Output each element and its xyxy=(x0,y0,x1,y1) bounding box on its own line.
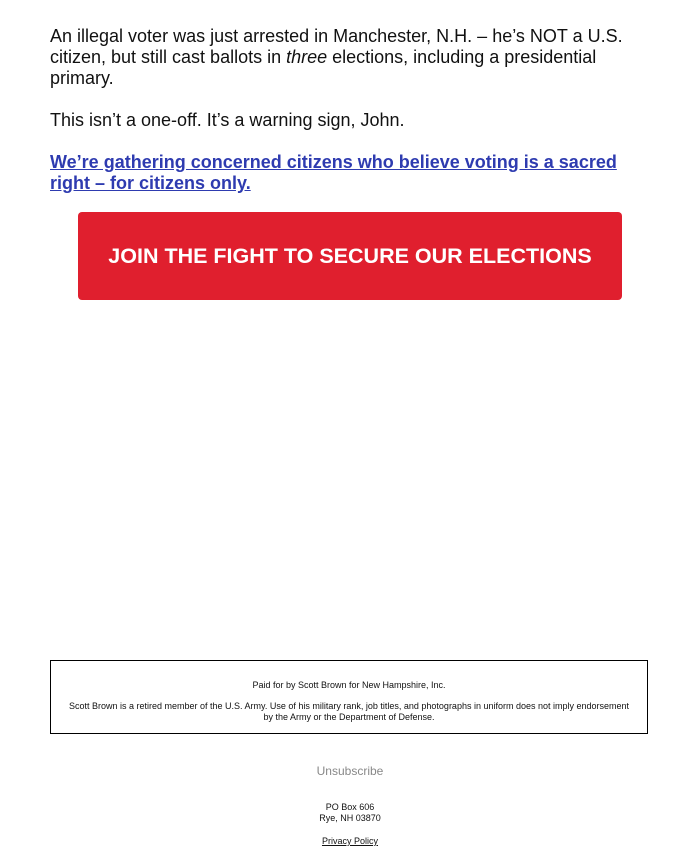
gathering-citizens-link[interactable]: We’re gathering concerned citizens who believe voting is a sacred right – for citizens only. xyxy=(50,152,617,193)
cta-link-paragraph xyxy=(50,152,640,194)
join-fight-button[interactable]: JOIN THE FIGHT TO SECURE OUR ELECTIONS xyxy=(78,212,622,300)
intro-paragraph xyxy=(50,26,640,89)
privacy-policy-row xyxy=(0,836,700,847)
address-line-1: PO Box 606 xyxy=(325,802,375,812)
intro-text-before: An illegal voter was just arrested in Manchester, N.H. – he’s NOT a U.S. citizen, but still cast ballots in xyxy=(50,26,623,67)
warning-paragraph: This isn’t a one-off. It’s a warning sign, John. xyxy=(50,110,405,130)
address-line-2: Rye, NH 03870 xyxy=(319,813,381,823)
unsubscribe-link[interactable]: Unsubscribe xyxy=(316,764,384,778)
army-disclaimer: Scott Brown is a retired member of the U.S. Army. Use of his military rank, job titles, and photographs in uniform does not imply endorsement by the Army or the Department of Defense. xyxy=(68,701,630,722)
intro-emphasis: three xyxy=(286,47,328,67)
intro-text-after: elections, including a presidential primary. xyxy=(50,47,597,88)
privacy-policy-link[interactable]: Privacy Policy xyxy=(321,836,378,846)
paid-for-notice: Paid for by Scott Brown for New Hampshire, Inc. xyxy=(252,680,446,690)
disclaimer-box xyxy=(50,660,648,734)
mailing-address xyxy=(0,802,700,824)
